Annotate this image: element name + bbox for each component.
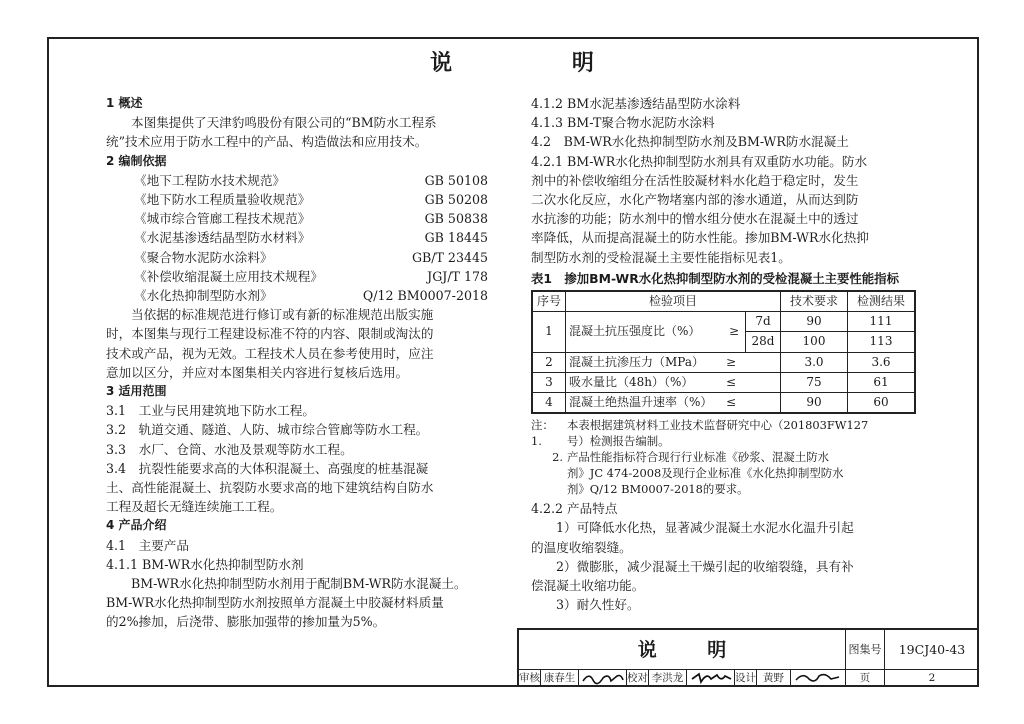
row-requirement: 90 [781, 312, 848, 332]
row-operator: ≤ [723, 393, 781, 414]
section-3-heading: 3 适用范围 [106, 384, 167, 399]
design-label: 设计 [735, 670, 757, 687]
review-label: 审核 [519, 670, 541, 687]
reviewer-signature [579, 670, 627, 687]
feature-line: 2）微膨胀，减少混凝土干燥引起的收缩裂缝，具有补 [556, 558, 854, 574]
table-notes [531, 417, 921, 497]
row-item: 混凝土抗渗压力（MPa） [566, 352, 724, 372]
row-result: 61 [848, 372, 916, 392]
standard-name: 《地下防水工程质量验收规范》 [134, 192, 311, 208]
row-result: 111 [848, 312, 916, 332]
feature-line: 的温度收缩裂缝。 [531, 539, 632, 555]
table-header: 检验项目 [566, 291, 781, 312]
table-row [532, 312, 915, 332]
row-result: 60 [848, 393, 916, 414]
designer-name: 黄野 [757, 670, 791, 687]
table-row [532, 393, 915, 414]
scope-item: 3.4 抗裂性能要求高的大体积混凝土、高强度的桩基混凝 [106, 460, 429, 476]
reviewer-name: 康春生 [541, 670, 579, 687]
table-header: 序号 [532, 291, 566, 312]
row-requirement: 3.0 [781, 352, 848, 372]
note-line: 剂》Q/12 BM0007-2018的要求。 [567, 482, 749, 497]
row-requirement: 90 [781, 393, 848, 414]
standard-name: 《聚合物水泥防水涂料》 [134, 249, 273, 265]
standard-code: GB/T 23445 [411, 249, 488, 265]
table-header-row [532, 291, 915, 312]
standard-code: GB 50838 [424, 211, 488, 227]
standard-row [106, 286, 496, 305]
standard-code: GB 18445 [424, 230, 488, 246]
paragraph-line: 统”技术应用于防水工程中的产品、构造做法和应用技术。 [106, 134, 428, 150]
performance-table [531, 290, 916, 414]
section-1-heading: 1 概述 [106, 96, 143, 110]
right-column [531, 94, 921, 614]
row-no: 1 [532, 312, 566, 352]
checker-name: 李洪龙 [649, 670, 687, 687]
paragraph-line: 技术或产品，视为无效。工程技术人员在参考使用时，应注 [106, 345, 434, 361]
paragraph-line: 本图集提供了天津豹鸣股份有限公司的“BM防水工程系 [131, 115, 437, 131]
paragraph-line: 当依据的标准规范进行修订或有新的标准规范出版实施 [131, 307, 434, 323]
signature-row [519, 670, 979, 687]
subsection-heading: 4.1.3 BM-T聚合物水泥防水涂料 [531, 115, 715, 131]
page-title: 说 明 [430, 50, 650, 76]
subsection-heading: 4.1 主要产品 [106, 537, 189, 553]
standard-name: 《城市综合管廊工程技术规范》 [134, 211, 311, 227]
note-number: 2. [552, 450, 563, 465]
feature-line: 3）耐久性好。 [556, 597, 640, 613]
standard-row [106, 209, 496, 228]
scope-item: 工程及超长无缝连续施工工程。 [106, 499, 283, 515]
table-row [532, 372, 915, 392]
standard-row [106, 190, 496, 209]
row-result: 113 [848, 332, 916, 352]
standard-code: JGJ/T 178 [427, 268, 488, 284]
standard-name: 《地下工程防水技术规范》 [134, 172, 286, 188]
paragraph-line: 制型防水剂的受检混凝土主要性能指标见表1。 [531, 249, 791, 265]
atlas-number: 19CJ40-43 [885, 630, 979, 670]
note-item [531, 449, 921, 497]
subsection-heading: 4.2.2 产品特点 [531, 501, 618, 517]
checker-signature [687, 670, 735, 687]
row-operator: ≥ [723, 352, 781, 372]
row-requirement: 100 [781, 332, 848, 352]
designer-signature [791, 670, 846, 687]
row-no: 4 [532, 393, 566, 414]
scope-item: 3.3 水厂、仓筒、水池及景观等防水工程。 [106, 441, 353, 457]
feature-line: 1）可降低水化热，显著减少混凝土水泥水化温升引起 [556, 520, 854, 536]
scope-item: 3.1 工业与民用建筑地下防水工程。 [106, 403, 315, 419]
row-operator: ≤ [723, 372, 781, 392]
table-row [532, 352, 915, 372]
scope-item: 土、高性能混凝土、抗裂防水要求高的地下建筑结构自防水 [106, 480, 434, 496]
row-operator: ≥ [723, 312, 746, 352]
standard-code: Q/12 BM0007-2018 [362, 288, 488, 304]
paragraph-line: 意加以区分，并应对本图集相关内容进行复核后选用。 [106, 364, 409, 380]
atlas-number-label: 图集号 [846, 630, 885, 670]
page-number: 2 [928, 672, 936, 684]
paragraph-line: 二次水化反应，水化产物堵塞内部的渗水通道，从而达到防 [531, 192, 859, 208]
note-line: 本表根据建筑材料工业技术监督研究中心（201803FW127 [567, 418, 869, 433]
standard-row [106, 171, 496, 190]
paragraph-line: 4.2.1 BM-WR水化热抑制型防水剂具有双重防水功能。防水 [531, 153, 868, 169]
note-line: 产品性能指标符合现行行业标准《砂浆、混凝土防水 [567, 450, 829, 465]
paragraph-line: 时，本图集与现行工程建设标准不符的内容、限制或淘汰的 [106, 326, 434, 342]
row-age: 7d [746, 312, 781, 332]
section-2-heading: 2 编制依据 [106, 153, 167, 168]
row-item: 混凝土绝热温升速率（%） [566, 393, 724, 414]
signature-scribble-icon [689, 670, 733, 685]
paragraph-line: 率降低，从而提高混凝土的防水性能。掺加BM-WR水化热抑 [531, 230, 869, 246]
standard-code: GB 50108 [424, 172, 488, 188]
row-item: 混凝土抗压强度比（%） [566, 312, 724, 352]
standard-row [106, 267, 496, 286]
title-block [517, 628, 979, 687]
row-requirement: 75 [781, 372, 848, 392]
left-column [106, 94, 496, 632]
notes-label: 注： [531, 418, 554, 433]
standard-row [106, 248, 496, 267]
title-block-title: 说 明 [519, 630, 846, 670]
paragraph-line: 的2%掺加，后浇带、膨胀加强带的掺加量为5%。 [106, 614, 386, 630]
paragraph-line: BM-WR水化热抑制型防水剂用于配制BM-WR防水混凝土。 [131, 576, 467, 592]
paragraph-line: BM-WR水化热抑制型防水剂按照单方混凝土中胶凝材料质量 [106, 595, 444, 611]
note-number: 1. [531, 434, 542, 449]
section-4-heading: 4 产品介绍 [106, 518, 167, 533]
standard-name: 《水泥基渗透结晶型防水材料》 [134, 230, 311, 246]
row-item: 吸水量比（48h）（%） [566, 372, 724, 392]
table-caption: 表1 掺加BM-WR水化热抑制型防水剂的受检混凝土主要性能指标 [531, 270, 899, 286]
signature-scribble-icon [581, 670, 625, 685]
subsection-heading: 4.1.1 BM-WR水化热抑制型防水剂 [106, 556, 304, 572]
standard-name: 《水化热抑制型防水剂》 [134, 288, 273, 304]
table-header: 技术要求 [781, 291, 848, 312]
subsection-heading: 4.1.2 BM水泥基渗透结晶型防水涂料 [531, 96, 741, 111]
signature-scribble-icon [793, 670, 843, 685]
feature-line: 偿混凝土收缩功能。 [531, 578, 645, 594]
scope-item: 3.2 轨道交通、隧道、人防、城市综合管廊等防水工程。 [106, 422, 429, 438]
row-age: 28d [746, 332, 781, 352]
standard-row [106, 228, 496, 247]
subsection-heading: 4.2 BM-WR水化热抑制型防水剂及BM-WR防水混凝土 [531, 134, 849, 150]
check-label: 校对 [627, 670, 649, 687]
table-header: 检测结果 [848, 291, 916, 312]
row-no: 3 [532, 372, 566, 392]
note-line: 剂》JC 474-2008及现行企业标准《水化热抑制型防水 [567, 466, 844, 481]
note-line: 号）检测报告编制。 [567, 434, 670, 449]
page-label: 页 [846, 670, 885, 687]
paragraph-line: 剂中的补偿收缩组分在活性胶凝材料水化趋于稳定时，发生 [531, 172, 859, 188]
row-no: 2 [532, 352, 566, 372]
row-result: 3.6 [848, 352, 916, 372]
note-item [531, 417, 921, 449]
paragraph-line: 水抗渗的功能；防水剂中的憎水组分使水在混凝土中的透过 [531, 211, 859, 227]
standard-name: 《补偿收缩混凝土应用技术规程》 [134, 268, 323, 284]
standard-code: GB 50208 [424, 192, 488, 208]
